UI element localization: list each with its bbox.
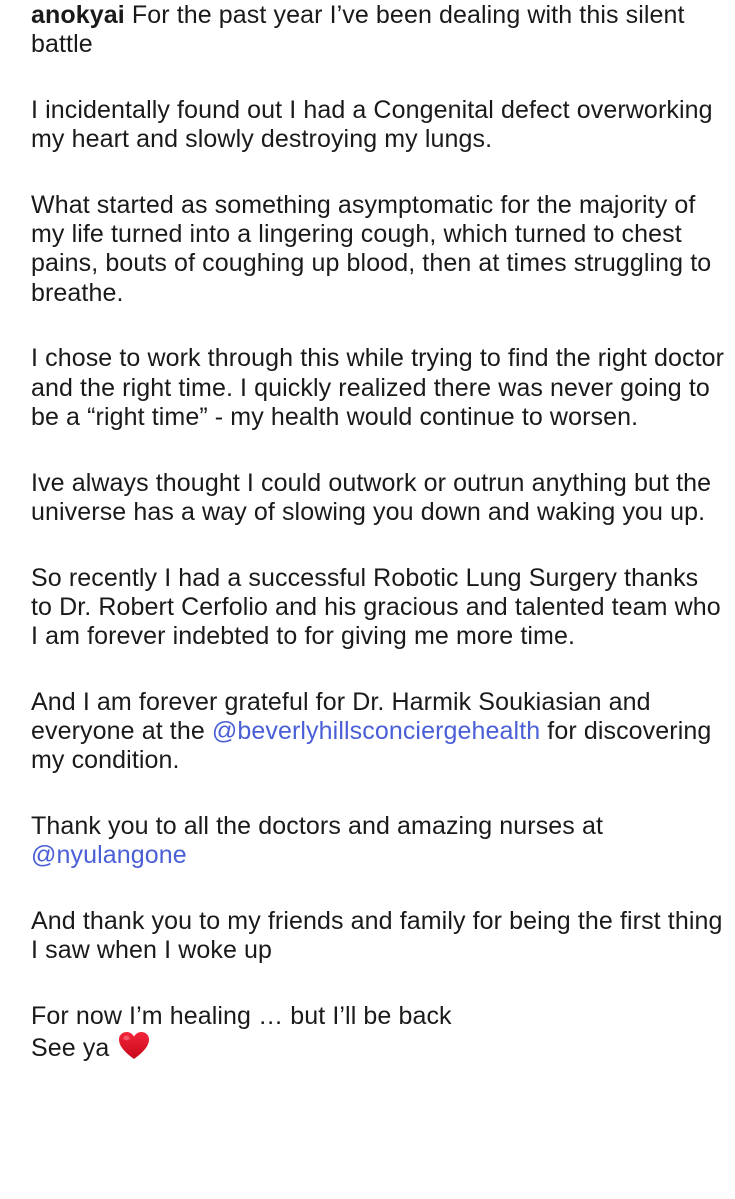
caption-paragraph-6: So recently I had a successful Robotic Lung Surgery thanks to Dr. Robert Cerfolio and his gracious and talented team who I am forever indebted to for giving me more time. bbox=[31, 563, 721, 651]
mention-link-beverlyhillsconciergehealth[interactable]: @beverlyhillsconciergehealth bbox=[211, 717, 541, 746]
caption-paragraph-1 bbox=[31, 1, 726, 59]
post-caption bbox=[31, 0, 726, 1100]
caption-text: See ya bbox=[31, 1034, 110, 1063]
caption-paragraph-10 bbox=[31, 1002, 726, 1063]
caption-paragraph-5: Ive always thought I could outwork or outrun anything but the universe has a way of slowing you down and waking you up. bbox=[31, 468, 712, 526]
caption-paragraph-4: I chose to work through this while trying to find the right doctor and the right time. I quickly realized there was never going to be a “right time” - my health would continue to worsen. bbox=[31, 344, 725, 431]
caption-text: Thank you to all the doctors and amazing nurses at bbox=[31, 812, 603, 841]
caption-text: For now I’m healing … but I’ll be back bbox=[31, 1002, 452, 1031]
caption-paragraph-2: I incidentally found out I had a Congenital defect overworking my heart and slowly destroying my lungs. bbox=[31, 96, 713, 154]
mention-link-nyulangone[interactable]: @nyulangone bbox=[31, 841, 187, 870]
caption-paragraph-9: And thank you to my friends and family for being the first thing I saw when I woke up bbox=[31, 907, 723, 965]
username-link[interactable]: anokyai bbox=[31, 1, 125, 29]
caption-text: And I am forever grateful for Dr. Harmik Soukiasian and everyone at the bbox=[31, 687, 651, 746]
red-heart-icon bbox=[118, 1031, 150, 1061]
caption-paragraph-8 bbox=[31, 812, 726, 870]
caption-paragraph-3: What started as something asymptomatic for the majority of my life turned into a lingering cough, which turned to chest pains, bouts of coughing up blood, then at times struggling to breathe. bbox=[31, 191, 712, 307]
caption-text: For the past year I’ve been dealing with this silent battle bbox=[31, 1, 685, 59]
caption-paragraph-7 bbox=[31, 688, 726, 776]
caption-text: for discovering my condition. bbox=[31, 717, 712, 775]
